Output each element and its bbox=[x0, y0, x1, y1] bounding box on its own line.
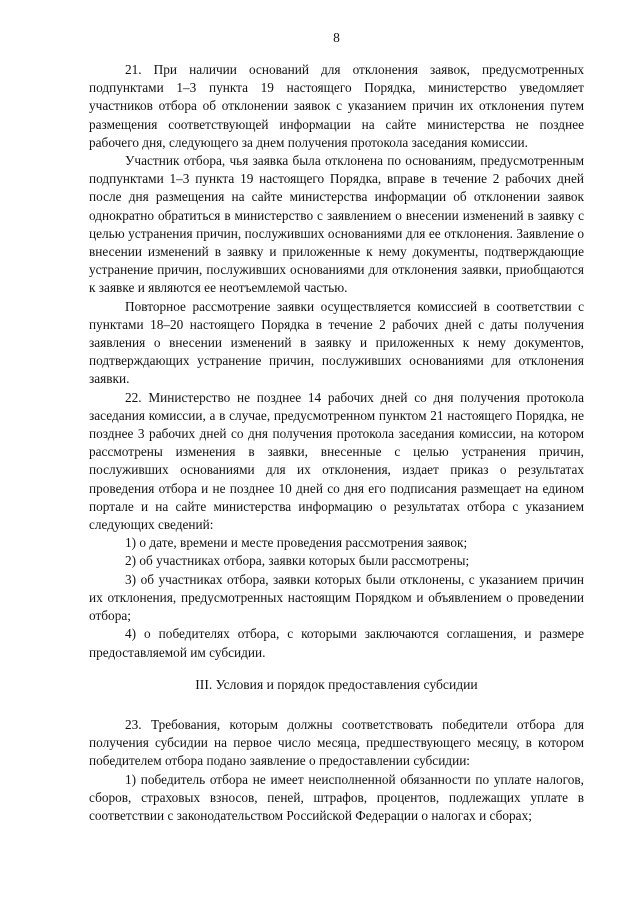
list-item-1: 1) о дате, времени и месте проведения рассмотрения заявок; bbox=[125, 535, 468, 551]
paragraph-re-review: Повторное рассмотрение заявки осуществляется комиссией в соответствии с пунктами 18–20 настоящего Порядка в течение 2 рабочих дней с даты получения заявления о внесении изменений в заявку и приложенных к нему документов, подтверждающих устранение причин, послуживших основаниями для отклонения заявки. bbox=[89, 298, 584, 387]
list-item-3: 3) об участниках отбора, заявки которых были отклонены, с указанием причин их отклонения, предусмотренных настоящим Порядком и объявлением о проведении отбора; bbox=[89, 571, 584, 624]
list-item-4: 4) о победителях отбора, с которыми заключаются соглашения, и размере предоставляемой им субсидии. bbox=[89, 626, 584, 660]
page-number: 8 bbox=[333, 30, 340, 45]
paragraph-21: 21. При наличии оснований для отклонения заявок, предусмотренных подпунктами 1–3 пункта 19 настоящего Порядка, министерство уведомляет участников отбора об отклонении заявок с указанием причин их отклонения путем размещения соответствующей информации на сайте министерства не позднее рабочего дня, следующего за днем получения протокола заседания комиссии. bbox=[89, 62, 584, 150]
paragraph-23: 23. Требования, которым должны соответствовать победители отбора для получения субсидии на первое число месяца, предшествующего месяцу, в котором победителем отбора подано заявление о предоставлении субсидии: bbox=[89, 716, 584, 769]
paragraph-22: 22. Министерство не позднее 14 рабочих дней со дня получения протокола заседания комиссии, а в случае, предусмотренном пунктом 21 настоящего Порядка, не позднее 3 рабочих дней со дня получения протокола заседания комиссии, на котором рассмотрены изменения в заявки, внесенные с целью устранения причин, послуживших основаниями для их отклонения, издает приказ о результатах проведения отбора и не позднее 10 дней со дня его подписания размещает на едином портале и на сайте министерства информацию о результатах отбора с указанием следующих сведений: bbox=[89, 389, 584, 533]
paragraph-appeal: Участник отбора, чья заявка была отклонена по основаниям, предусмотренным подпунктами 1–3 пункта 19 настоящего Порядка, вправе в течение 2 рабочих дней после дня размещения на сайте министерства информации об отклонении заявок однократно обратиться в министерство с заявлением о внесении изменений в заявку с целью устранения причин, послуживших основаниями для ее отклонения. Заявление о внесении изменений в заявку и приложенные к нему документы, подтверждающие устранение причин, послуживших основаниями для отклонения заявки, приобщаются к заявке и являются ее неотъемлемой частью. bbox=[89, 153, 584, 296]
section-heading: III. Условия и порядок предоставления субсидии bbox=[195, 676, 478, 692]
list-item-2: 2) об участниках отбора, заявки которых были рассмотрены; bbox=[125, 553, 470, 569]
document-body bbox=[89, 61, 584, 825]
requirement-item-1: 1) победитель отбора не имеет неисполненной обязанности по уплате налогов, сборов, страховых взносов, пеней, штрафов, процентов, подлежащих уплате в соответствии с законодательством Российской Федерации о налогах и сборах; bbox=[89, 771, 584, 823]
